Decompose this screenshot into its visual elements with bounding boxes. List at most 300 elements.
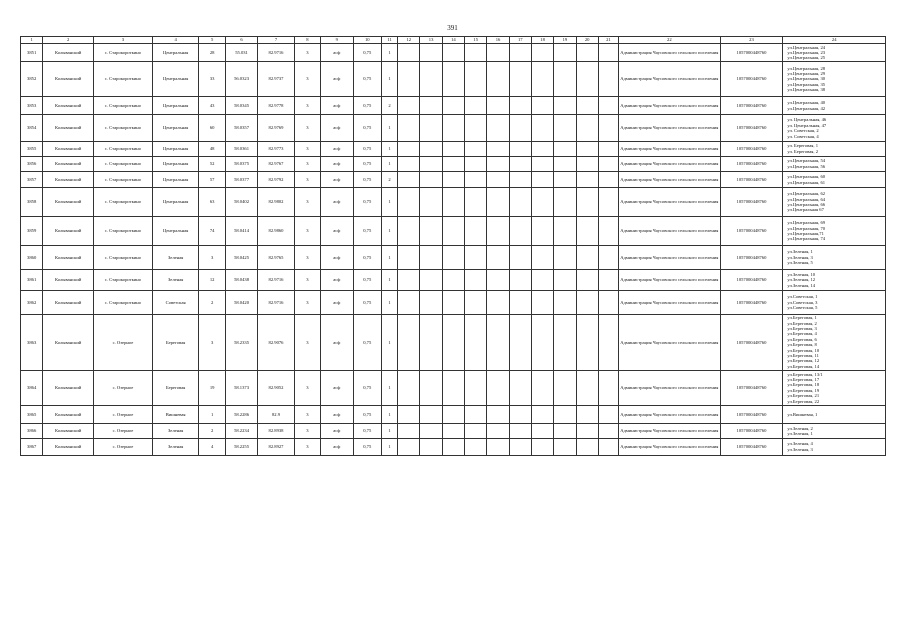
table-row <box>21 269 886 291</box>
area-cell: 3 <box>294 439 320 456</box>
addresses-cell <box>783 424 886 439</box>
area-cell: 3 <box>294 115 320 142</box>
area-cell: 3 <box>294 62 320 97</box>
empty-cell <box>576 62 598 97</box>
column-header: 17 <box>509 37 531 44</box>
surface-cell: асф <box>321 97 353 115</box>
empty-cell <box>598 424 618 439</box>
admin-cell: Администрация Чаусовского сельского поселения <box>619 269 720 291</box>
district-cell: Колыванский <box>43 216 94 246</box>
column-header: 16 <box>487 37 509 44</box>
row-number-cell: 3865 <box>21 405 43 423</box>
table-row <box>21 156 886 171</box>
empty-cell <box>531 115 553 142</box>
empty-cell <box>554 424 576 439</box>
longitude-cell: 82.9860 <box>258 216 295 246</box>
empty-cell <box>465 269 487 291</box>
street-cell: Зеленая <box>152 246 199 269</box>
empty-cell <box>598 216 618 246</box>
latitude-cell: 58.0438 <box>225 269 257 291</box>
empty-cell <box>420 246 442 269</box>
table-row <box>21 291 886 314</box>
empty-cell <box>509 216 531 246</box>
address-line: ул.Центральная, 25 <box>787 55 826 61</box>
empty-cell <box>509 269 531 291</box>
table-row <box>21 314 886 370</box>
row-number-cell: 3861 <box>21 269 43 291</box>
latitude-cell: 58.0357 <box>225 115 257 142</box>
street-cell: Центральная <box>152 141 199 156</box>
settlement-cell: с. Озерное <box>94 405 153 423</box>
empty-cell <box>465 405 487 423</box>
address-line: ул.Береговая, 6 <box>787 336 817 342</box>
empty-cell <box>442 291 464 314</box>
empty-cell <box>465 188 487 216</box>
volume-cell: 0,75 <box>353 246 381 269</box>
address-line: ул.Береговая, 22 <box>787 398 820 404</box>
empty-cell <box>598 370 618 405</box>
addresses-cell <box>783 216 886 246</box>
house-cell: 19 <box>199 370 225 405</box>
column-header: 21 <box>598 37 618 44</box>
row-number-cell: 3859 <box>21 216 43 246</box>
empty-cell <box>398 171 420 188</box>
settlement-cell: с. Старокороткино <box>94 188 153 216</box>
empty-cell <box>398 291 420 314</box>
settlement-cell: с. Старокороткино <box>94 216 153 246</box>
addresses-cell <box>783 44 886 62</box>
street-cell: Центральная <box>152 62 199 97</box>
address-line: ул.Советская, 3 <box>787 299 818 305</box>
area-cell: 3 <box>294 291 320 314</box>
address-line: ул.Центральная, 28 <box>787 65 826 71</box>
latitude-cell: 55.031 <box>225 44 257 62</box>
page-number: 391 <box>447 24 458 32</box>
admin-cell: Администрация Чаусовского сельского поселения <box>619 246 720 269</box>
volume-cell: 0,75 <box>353 439 381 456</box>
empty-cell <box>465 291 487 314</box>
empty-cell <box>442 439 464 456</box>
registry-table <box>20 36 886 456</box>
row-number-cell: 3860 <box>21 246 43 269</box>
address-line: ул.Центральная,71 <box>787 231 824 237</box>
ogrn-cell: 1057000448760 <box>720 62 783 97</box>
empty-cell <box>509 370 531 405</box>
empty-cell <box>398 97 420 115</box>
column-header: 23 <box>720 37 783 44</box>
area-cell: 3 <box>294 171 320 188</box>
empty-cell <box>442 314 464 370</box>
volume-cell: 0,75 <box>353 141 381 156</box>
empty-cell <box>531 291 553 314</box>
ogrn-cell: 1057000448760 <box>720 370 783 405</box>
settlement-cell: с. Старокороткино <box>94 97 153 115</box>
house-cell: 2 <box>199 424 225 439</box>
empty-cell <box>554 188 576 216</box>
empty-cell <box>531 171 553 188</box>
empty-cell <box>598 188 618 216</box>
table-row <box>21 171 886 188</box>
addresses-cell <box>783 62 886 97</box>
empty-cell <box>598 246 618 269</box>
volume-cell: 0,75 <box>353 291 381 314</box>
empty-cell <box>598 439 618 456</box>
surface-cell: асф <box>321 269 353 291</box>
empty-cell <box>531 405 553 423</box>
empty-cell <box>598 405 618 423</box>
empty-cell <box>509 171 531 188</box>
addresses-cell <box>783 269 886 291</box>
addresses-cell <box>783 439 886 456</box>
address-line: ул.Центральная, 40 <box>787 100 826 106</box>
empty-cell <box>598 115 618 142</box>
column-header: 6 <box>225 37 257 44</box>
empty-cell <box>598 141 618 156</box>
address-line: ул.Центральная, 24 <box>787 44 826 50</box>
settlement-cell: с. Озерное <box>94 370 153 405</box>
volume-cell: 0,75 <box>353 171 381 188</box>
addresses-cell <box>783 141 886 156</box>
address-line: ул.Зеленая, 4 <box>787 441 813 447</box>
longitude-cell: 82.9716 <box>258 269 295 291</box>
ogrn-cell: 1057000448760 <box>720 188 783 216</box>
empty-cell <box>531 188 553 216</box>
container-count-cell: 2 <box>381 171 397 188</box>
empty-cell <box>465 171 487 188</box>
empty-cell <box>576 269 598 291</box>
street-cell: Вишневая <box>152 405 199 423</box>
ogrn-cell: 1057000448760 <box>720 314 783 370</box>
container-count-cell: 1 <box>381 216 397 246</box>
empty-cell <box>398 405 420 423</box>
container-count-cell: 1 <box>381 141 397 156</box>
address-line: ул.Береговая, 10 <box>787 347 820 353</box>
ogrn-cell: 1057000448760 <box>720 156 783 171</box>
address-line: ул.Центральная, 62 <box>787 191 826 197</box>
district-cell: Колыванский <box>43 314 94 370</box>
street-cell: Зеленая <box>152 424 199 439</box>
empty-cell <box>509 291 531 314</box>
address-line: ул.Центральная, 54 <box>787 158 826 164</box>
empty-cell <box>465 424 487 439</box>
empty-cell <box>398 314 420 370</box>
empty-cell <box>554 314 576 370</box>
longitude-cell: 82.9716 <box>258 291 295 314</box>
house-cell: 43 <box>199 97 225 115</box>
empty-cell <box>442 246 464 269</box>
container-count-cell: 1 <box>381 246 397 269</box>
empty-cell <box>509 97 531 115</box>
area-cell: 3 <box>294 97 320 115</box>
volume-cell: 0,75 <box>353 188 381 216</box>
empty-cell <box>509 424 531 439</box>
empty-cell <box>465 216 487 246</box>
column-header: 2 <box>43 37 94 44</box>
empty-cell <box>442 62 464 97</box>
address-line: ул.Центральная, 64 <box>787 196 826 202</box>
admin-cell: Администрация Чаусовского сельского поселения <box>619 188 720 216</box>
empty-cell <box>576 424 598 439</box>
latitude-cell: 58.0402 <box>225 188 257 216</box>
empty-cell <box>420 405 442 423</box>
address-line: ул.Центральная, 60 <box>787 174 826 180</box>
address-line: ул.Зеленая, 3 <box>787 254 813 260</box>
address-line: ул.Центральная, 56 <box>787 163 826 169</box>
empty-cell <box>509 405 531 423</box>
row-number-cell: 3867 <box>21 439 43 456</box>
empty-cell <box>420 44 442 62</box>
longitude-cell: 82.9767 <box>258 156 295 171</box>
address-line: ул.Центральная, 42 <box>787 105 826 111</box>
settlement-cell: с. Старокороткино <box>94 44 153 62</box>
empty-cell <box>509 156 531 171</box>
address-line: ул.Вишневая, 1 <box>787 411 818 417</box>
empty-cell <box>398 62 420 97</box>
row-number-cell: 3863 <box>21 314 43 370</box>
latitude-cell: 58.0345 <box>225 97 257 115</box>
empty-cell <box>531 62 553 97</box>
empty-cell <box>487 115 509 142</box>
address-line: ул.Береговая, 18 <box>787 382 820 388</box>
address-line: ул.Зеленая, 12 <box>787 277 816 283</box>
column-header: 15 <box>465 37 487 44</box>
container-count-cell: 1 <box>381 115 397 142</box>
longitude-cell: 82.9 <box>258 405 295 423</box>
empty-cell <box>554 405 576 423</box>
district-cell: Колыванский <box>43 115 94 142</box>
address-line: ул.Центральная, 38 <box>787 87 826 93</box>
row-number-cell: 3852 <box>21 62 43 97</box>
empty-cell <box>442 424 464 439</box>
longitude-cell: 82.9792 <box>258 171 295 188</box>
addresses-cell <box>783 246 886 269</box>
longitude-cell: 82.9769 <box>258 115 295 142</box>
street-cell: Центральная <box>152 97 199 115</box>
longitude-cell: 82.8927 <box>258 439 295 456</box>
surface-cell: асф <box>321 405 353 423</box>
surface-cell: асф <box>321 44 353 62</box>
street-cell: Центральная <box>152 188 199 216</box>
container-count-cell: 1 <box>381 156 397 171</box>
empty-cell <box>398 370 420 405</box>
addresses-cell <box>783 171 886 188</box>
empty-cell <box>442 141 464 156</box>
address-line: ул.Зеленая, 3 <box>787 446 813 452</box>
empty-cell <box>509 439 531 456</box>
empty-cell <box>465 439 487 456</box>
empty-cell <box>598 291 618 314</box>
empty-cell <box>576 97 598 115</box>
admin-cell: Администрация Чаусовского сельского поселения <box>619 141 720 156</box>
district-cell: Колыванский <box>43 405 94 423</box>
house-cell: 1 <box>199 405 225 423</box>
street-cell: Береговая <box>152 314 199 370</box>
empty-cell <box>442 171 464 188</box>
area-cell: 3 <box>294 141 320 156</box>
empty-cell <box>576 314 598 370</box>
empty-cell <box>442 188 464 216</box>
table-body <box>21 44 886 456</box>
row-number-cell: 3855 <box>21 141 43 156</box>
longitude-cell: 82.9778 <box>258 97 295 115</box>
empty-cell <box>554 141 576 156</box>
address-line: ул.Центральная, 66 <box>787 201 826 207</box>
volume-cell: 0,75 <box>353 97 381 115</box>
empty-cell <box>487 246 509 269</box>
latitude-cell: 58.1373 <box>225 370 257 405</box>
empty-cell <box>509 188 531 216</box>
container-count-cell: 1 <box>381 405 397 423</box>
empty-cell <box>420 439 442 456</box>
address-line: ул. Центральная, 47 <box>787 122 827 128</box>
column-header: 12 <box>398 37 420 44</box>
district-cell: Колыванский <box>43 156 94 171</box>
empty-cell <box>487 141 509 156</box>
longitude-cell: 82.9716 <box>258 44 295 62</box>
empty-cell <box>531 439 553 456</box>
empty-cell <box>509 246 531 269</box>
empty-cell <box>598 171 618 188</box>
surface-cell: асф <box>321 141 353 156</box>
settlement-cell: с. Старокороткино <box>94 246 153 269</box>
empty-cell <box>442 370 464 405</box>
empty-cell <box>576 188 598 216</box>
table-row <box>21 141 886 156</box>
surface-cell: асф <box>321 188 353 216</box>
address-line: ул.Центральная, 74 <box>787 236 826 242</box>
area-cell: 3 <box>294 216 320 246</box>
container-count-cell: 1 <box>381 269 397 291</box>
latitude-cell: 58.0420 <box>225 291 257 314</box>
empty-cell <box>442 269 464 291</box>
empty-cell <box>442 156 464 171</box>
street-cell: Береговая <box>152 370 199 405</box>
empty-cell <box>487 97 509 115</box>
empty-cell <box>442 44 464 62</box>
address-line: ул.Береговая, 3 <box>787 326 817 332</box>
address-line: ул.Центральная, 23 <box>787 49 826 55</box>
empty-cell <box>465 314 487 370</box>
settlement-cell: с. Старокороткино <box>94 156 153 171</box>
longitude-cell: 82.9802 <box>258 188 295 216</box>
addresses-cell <box>783 156 886 171</box>
row-number-cell: 3856 <box>21 156 43 171</box>
empty-cell <box>465 141 487 156</box>
empty-cell <box>442 115 464 142</box>
surface-cell: асф <box>321 246 353 269</box>
container-count-cell: 1 <box>381 314 397 370</box>
ogrn-cell: 1057000448760 <box>720 44 783 62</box>
address-line: ул. Центральная, 46 <box>787 117 827 123</box>
empty-cell <box>598 62 618 97</box>
empty-cell <box>487 269 509 291</box>
empty-cell <box>554 269 576 291</box>
empty-cell <box>554 44 576 62</box>
ogrn-cell: 1057000448760 <box>720 141 783 156</box>
row-number-cell: 3854 <box>21 115 43 142</box>
volume-cell: 0,75 <box>353 62 381 97</box>
container-count-cell: 1 <box>381 424 397 439</box>
empty-cell <box>420 115 442 142</box>
empty-cell <box>531 314 553 370</box>
column-header: 9 <box>321 37 353 44</box>
street-cell: Центральная <box>152 44 199 62</box>
address-line: ул. Береговая, 1 <box>787 143 818 149</box>
address-line: ул.Советская, 1 <box>787 294 818 300</box>
empty-cell <box>398 246 420 269</box>
empty-cell <box>465 246 487 269</box>
empty-cell <box>598 314 618 370</box>
empty-cell <box>465 62 487 97</box>
address-line: ул.Зеленая, 1 <box>787 249 813 255</box>
empty-cell <box>576 439 598 456</box>
area-cell: 3 <box>294 370 320 405</box>
container-count-cell: 1 <box>381 291 397 314</box>
container-count-cell: 2 <box>381 97 397 115</box>
empty-cell <box>487 291 509 314</box>
ogrn-cell: 1057000448760 <box>720 291 783 314</box>
settlement-cell: с. Озерное <box>94 424 153 439</box>
empty-cell <box>487 62 509 97</box>
empty-cell <box>398 439 420 456</box>
empty-cell <box>576 44 598 62</box>
empty-cell <box>554 291 576 314</box>
house-cell: 3 <box>199 314 225 370</box>
house-cell: 52 <box>199 156 225 171</box>
column-header: 11 <box>381 37 397 44</box>
latitude-cell: 56.0323 <box>225 62 257 97</box>
empty-cell <box>398 269 420 291</box>
area-cell: 3 <box>294 269 320 291</box>
address-line: ул.Береговая, 13/1 <box>787 371 823 377</box>
table-row <box>21 405 886 423</box>
street-cell: Центральная <box>152 115 199 142</box>
column-header: 5 <box>199 37 225 44</box>
empty-cell <box>442 216 464 246</box>
address-line: ул. Береговая, 2 <box>787 148 818 154</box>
volume-cell: 0,75 <box>353 424 381 439</box>
admin-cell: Администрация Чаусовского сельского поселения <box>619 405 720 423</box>
house-cell: 28 <box>199 44 225 62</box>
admin-cell: Администрация Чаусовского сельского поселения <box>619 44 720 62</box>
surface-cell: асф <box>321 115 353 142</box>
settlement-cell: с. Старокороткино <box>94 115 153 142</box>
empty-cell <box>509 141 531 156</box>
volume-cell: 0,75 <box>353 405 381 423</box>
house-cell: 4 <box>199 439 225 456</box>
column-header: 3 <box>94 37 153 44</box>
admin-cell: Администрация Чаусовского сельского поселения <box>619 171 720 188</box>
column-header: 7 <box>258 37 295 44</box>
area-cell: 3 <box>294 44 320 62</box>
table-row <box>21 424 886 439</box>
latitude-cell: 58.0375 <box>225 156 257 171</box>
table-row <box>21 44 886 62</box>
address-line: ул.Центральная, 70 <box>787 225 826 231</box>
address-line: ул.Зеленая, 10 <box>787 271 816 277</box>
house-cell: 2 <box>199 291 225 314</box>
empty-cell <box>509 44 531 62</box>
empty-cell <box>509 62 531 97</box>
column-header: 22 <box>619 37 720 44</box>
container-count-cell: 1 <box>381 188 397 216</box>
empty-cell <box>398 424 420 439</box>
column-header: 10 <box>353 37 381 44</box>
area-cell: 3 <box>294 246 320 269</box>
empty-cell <box>465 115 487 142</box>
district-cell: Колыванский <box>43 62 94 97</box>
longitude-cell: 82.8938 <box>258 424 295 439</box>
